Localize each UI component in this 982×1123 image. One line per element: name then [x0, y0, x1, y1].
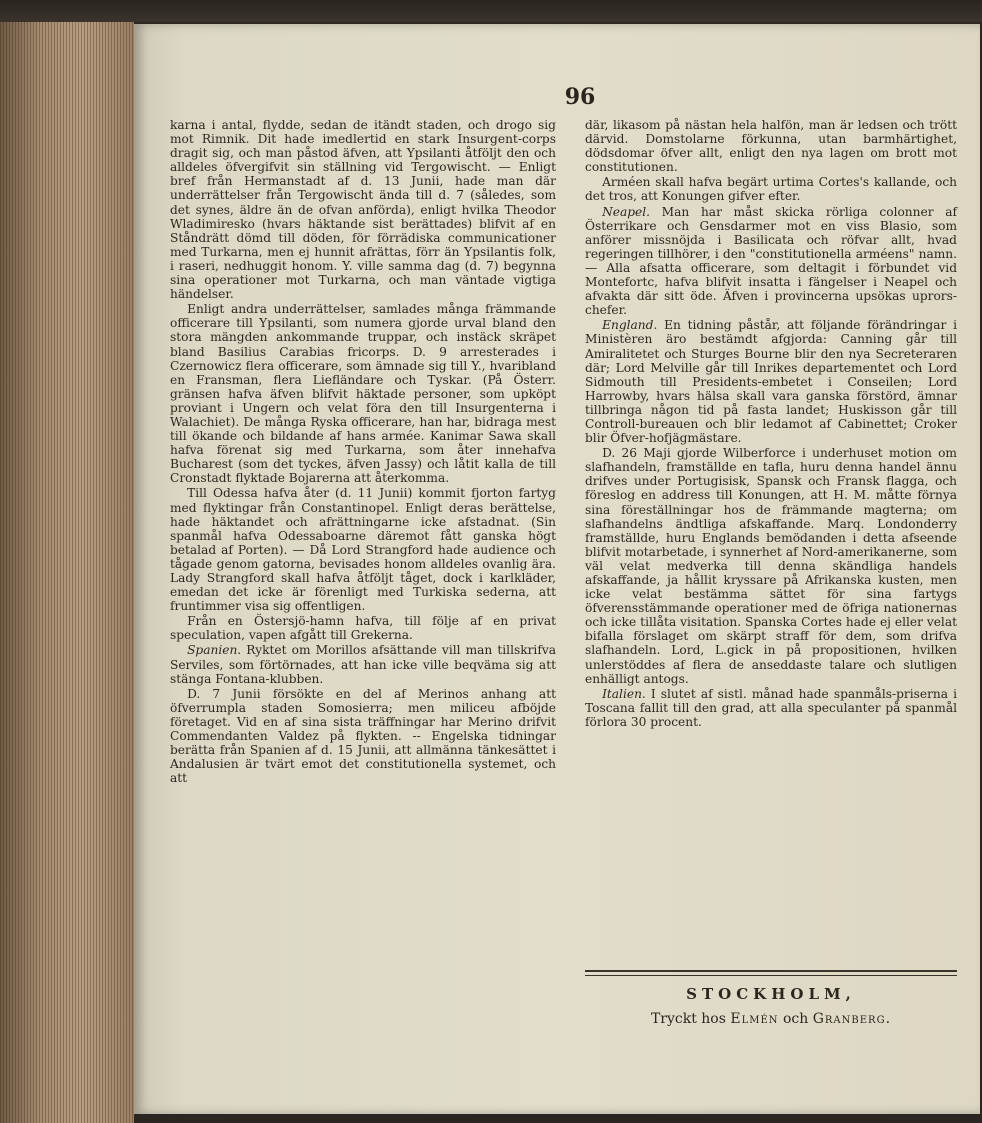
paragraph-text: där, likasom på nästan hela halfön, man är ledsen och trött därvid. Domstolarne förkunna, utan barmhärtighet, dödsdomar öfver allt, enligt den nya lagen om brott mot constitutionen. [585, 118, 957, 175]
paragraph-text: I slutet af sistl. månad hade spanmåls-priserna i Toscana fallit till den grad, att alla speculanter på spanmål förlora 30 procent. [585, 686, 957, 729]
section-heading: Spanien. [187, 643, 242, 658]
section-heading: Neapel. [602, 204, 651, 219]
imprint-conjunction: och [778, 1011, 813, 1027]
imprint-rule [585, 970, 957, 976]
paragraph [585, 205, 957, 318]
paragraph-text: Man har måst skicka rörliga colonner af Österrikare och Gensdarmer mot en viss Blasio, som anförer missnöjda i Basilicata och röfvar allt, hvad regeringen tillhörer, i den "constitutionella arméens" namn. — Alla afsatta officerare, som deltagit i förbundet vid Montefortc, hafva blifvit insatta i fängelser i Neapel och afvakta där sitt öde. Äfven i provincerna upsökas uprors-chefer. [585, 204, 957, 318]
paragraph-text: En tidning påstår, att följande förändringar i Ministèren äro bestämdt afgjorda: Canning går till Amiralitetet och Sturges Bourne blir den nya Secreteraren där; Lord Melville går till Inrikes departementet och Lord Sidmouth till Presidents-embetet i Conseilen; Lord Harrowby, hvars hälsa skall vara ganska förstörd, ämnar tillbringa någon tid på fasta landet; Huskisson går till Controll-bureauen och blir ledamot af Cabinettet; Croker blir Öfver-hofjägmästare. [585, 318, 957, 446]
right-column [585, 118, 957, 729]
paragraph [170, 614, 556, 642]
paragraph-text: karna i antal, flydde, sedan de itändt staden, och drogo sig mot Rimnik. Dit hade imedlertid en stark Insurgent-corps dragit sig, och man påstod äfven, att Ypsilanti åtföljt den och alldeles öfvergifvit sin ställning vid Tergowischt. — Enligt bref från Hermanstadt af d. 13 Junii, hade man där underrättelser från Tergowischt ända till d. 7 (således, som det synes, äldre än de ofvan anförda), enligt hvilka Theodor Wladimiresko (hvars häktande sist berättades) blifvit af en Ståndrätt dömd till döden, för förrädiska communicationer med Turkarna, men ej hunnit afrättas, förr än Ypsilantis folk, i raseri, nedhuggit honom. Y. ville samma dag (d. 7) begynna sina operationer mot Turkarna, och man väntade vigtiga händelser. [170, 118, 556, 302]
paragraph-text: Till Odessa hafva åter (d. 11 Junii) kommit fjorton fartyg med flyktingar från Constantinopel. Enligt deras berättelse, hade häktandet och afrättningarne icke afstadnat. (Sin spanmål hafva Odessaboarne däremot fått ganska högt betalad af Porten). — Då Lord Strangford hade audience och tågade genom gatorna, bevisades honom alldeles ovanlig ära. Lady Strangford skall hafva åtföljt tåget, dock i karlkläder, emedan det icke är förenligt med Turkiska sederna, att fruntimmer visa sig offentligen. [170, 486, 556, 614]
imprint-printer-two: Granberg. [812, 1011, 892, 1027]
background-top [0, 0, 982, 22]
paragraph-text: Ryktet om Morillos afsättande vill man tillskrifva Serviles, som förtörnades, att han icke ville beqväma sig att stänga Fontana-klubben. [170, 643, 556, 686]
paragraph [585, 446, 957, 686]
paragraph-text: Arméen skall hafva begärt urtima Cortes's kallande, och det tros, att Konungen gifver efter. [585, 175, 957, 204]
paragraph [585, 118, 957, 174]
paragraph-text: D. 7 Junii försökte en del af Merinos anhang att öfverrumpla staden Somosierra; men miliceu afböjde företaget. Vid en af sina sista träffningar har Merino drifvit Commendanten Valdez på flykten. -- Engelska tidningar berätta från Spanien af d. 15 Junii, att allmänna tänkesättet i Andalusien är tvärt emot det constitutionella systemet, och att [170, 686, 556, 786]
book-page-edges [0, 22, 134, 1123]
paragraph [170, 302, 556, 485]
section-heading: Italien. [602, 686, 646, 701]
section-heading: England. [602, 318, 658, 333]
imprint-line [585, 1011, 957, 1027]
paragraph-text: Enligt andra underrättelser, samlades många främmande officerare till Ypsilanti, som numera gjorde urval bland den stora mängden ankommande truppar, och instäck skräpet bland Basilius Carabias fricorps. D. 9 arresterades i Czernowicz flera officerare, som ämnade sig till Y., hvaribland en Fransman, flera Liefländare och Tyskar. (På Österr. gränsen hafva äfven blifvit häktade personer, som upköpt proviant i Ungern och velat föra den till Insurgenterna i Walachiet). De många Ryska officerare, han har, bidraga mest till ökande och bildande af hans armée. Kanimar Sawa skall hafva förenat sig med Turkarna, som åter innehafva Bucharest (som det tyckes, äfven Jassy) och låtit kalla de till Cronstadt flyktade Bojarerna att återkomma. [170, 302, 556, 486]
paragraph [585, 687, 957, 729]
left-column [170, 118, 556, 785]
paragraph-text: D. 26 Maji gjorde Wilberforce i underhuset motion om slafhandeln, framställde en tafla, huru denna handel ännu drifves under Portugisisk, Spansk och Fransk flagga, och föreslog en address till Konungen, att H. M. måtte förnya sina föreställningar hos de främmande magterna; om slafhandelns ändtliga afskaffande. Marq. Londonderry framställde, huru Englands bemödanden i detta afseende blifvit motarbetade, i synnerhet af Nord-amerikanerne, som väl velat medverka till denna skändliga handels afskaffande, ja hållit kryssare på Afrikanska kusten, men icke velat bestämma sättet för sina fartygs öfverensstämmande operationer med de öfriga nationernas och icke tillåta visitation. Spanska Cortes hade ej eller velat bifalla förslaget om skärpt straff för dem, som drifva slafhandeln. Lord, L.gick in på propositionen, hvilken unlerstöddes af flera de anseddaste talare och slutligen enhälligt antogs. [585, 446, 957, 686]
imprint-printed-by: Tryckt hos [650, 1011, 731, 1027]
paragraph [170, 643, 556, 685]
paragraph [170, 118, 556, 301]
paragraph [170, 687, 556, 786]
page-number: 96 [564, 84, 596, 110]
imprint-city: STOCKHOLM, [686, 985, 856, 1003]
paragraph [585, 318, 957, 445]
paragraph-text: Från en Östersjö-hamn hafva, till följe af en privat speculation, vapen afgått till Grekerna. [170, 614, 556, 643]
paragraph [585, 175, 957, 203]
imprint-printer-one: Elmén [730, 1011, 779, 1027]
paragraph [170, 486, 556, 613]
